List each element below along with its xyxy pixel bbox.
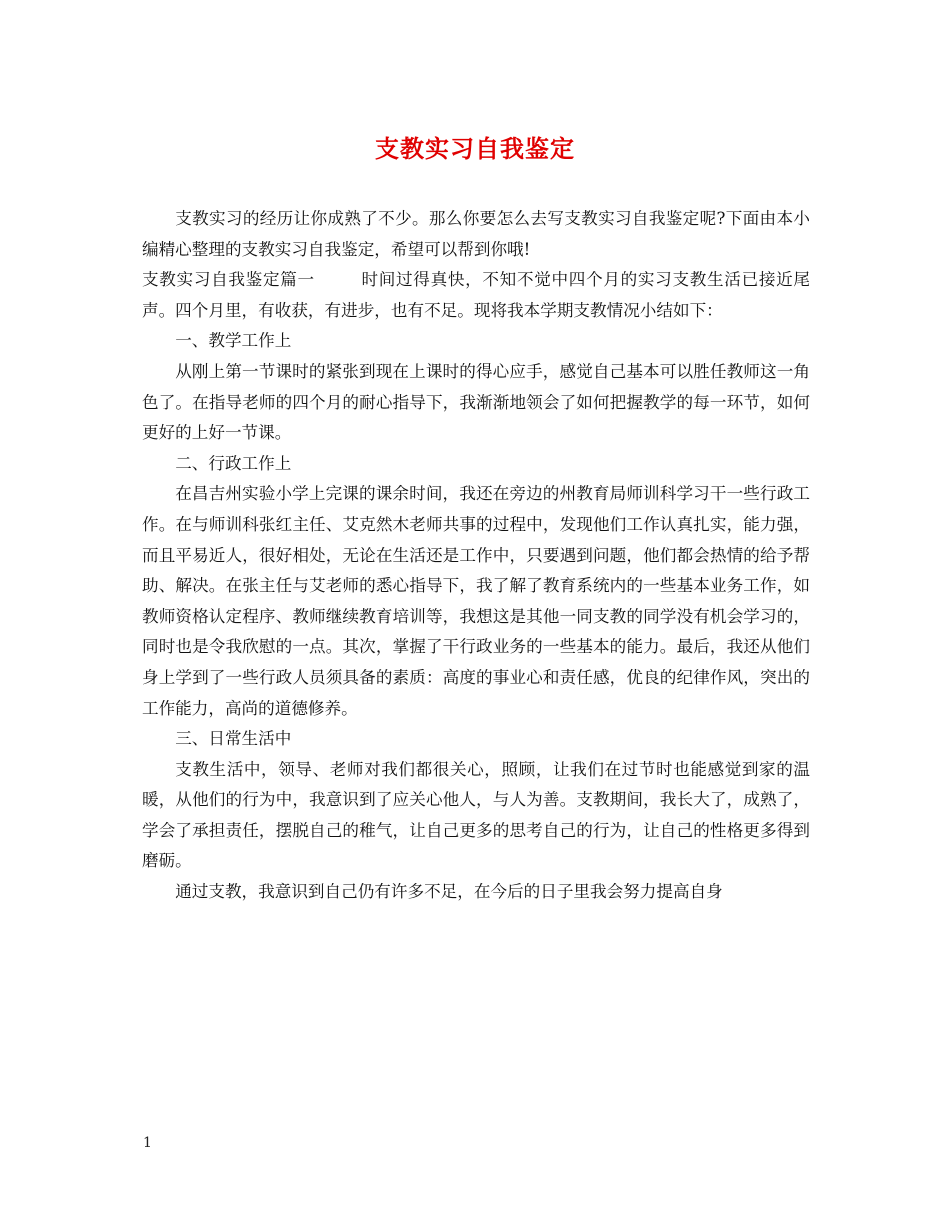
heading-teaching: 一、教学工作上 xyxy=(175,331,292,351)
section-opening-paragraph xyxy=(142,265,810,326)
section-label: 支教实习自我鉴定篇一 xyxy=(142,270,315,290)
document-title: 支教实习自我鉴定 xyxy=(375,134,575,163)
section-opening-text: 时间过得真快，不知不觉中四个月的实习支教生活已接近尾声。四个月里，有收获，有进步，也有不足。现将我本学期支教情况小结如下： xyxy=(142,270,811,320)
paragraph-daily-life: 支教生活中，领导、老师对我们都很关心，照顾，让我们在过节时也能感觉到家的温暖，从他们的行为中，我意识到了应关心他人，与人为善。支教期间，我长大了，成熟了，学会了承担责任，摆脱自己的稚气，让自己更多的思考自己的行为，让自己的性格更多得到磨砺。 xyxy=(142,759,810,871)
paragraph-conclusion: 通过支教，我意识到自己仍有许多不足，在今后的日子里我会努力提高自身 xyxy=(175,882,723,902)
document-body xyxy=(142,204,810,908)
heading-administration: 二、行政工作上 xyxy=(175,453,292,473)
intro-paragraph: 支教实习的经历让你成熟了不少。那么你要怎么去写支教实习自我鉴定呢?下面由本小编精心整理的支教实习自我鉴定，希望可以帮到你哦! xyxy=(142,209,810,259)
page-number: 1 xyxy=(143,1135,152,1151)
paragraph-teaching: 从刚上第一节课时的紧张到现在上课时的得心应手，感觉自己基本可以胜任教师这一角色了。在指导老师的四个月的耐心指导下，我渐渐地领会了如何把握教学的每一环节，如何更好的上好一节课。 xyxy=(142,361,810,443)
paragraph-administration: 在昌吉州实验小学上完课的课余时间，我还在旁边的州教育局师训科学习干一些行政工作。在与师训科张红主任、艾克然木老师共事的过程中，发现他们工作认真扎实，能力强，而且平易近人，很好相处，无论在生活还是工作中，只要遇到问题，他们都会热情的给予帮助、解决。在张主任与艾老师的悉心指导下，我了解了教育系统内的一些基本业务工作，如教师资格认定程序、教师继续教育培训等，我想这是其他一同支教的同学没有机会学习的，同时也是令我欣慰的一点。其次，掌握了干行政业务的一些基本的能力。最后，我还从他们身上学到了一些行政人员须具备的素质：高度的事业心和责任感，优良的纪律作风，突出的工作能力，高尚的道德修养。 xyxy=(142,484,810,718)
heading-daily-life: 三、日常生活中 xyxy=(175,729,292,749)
